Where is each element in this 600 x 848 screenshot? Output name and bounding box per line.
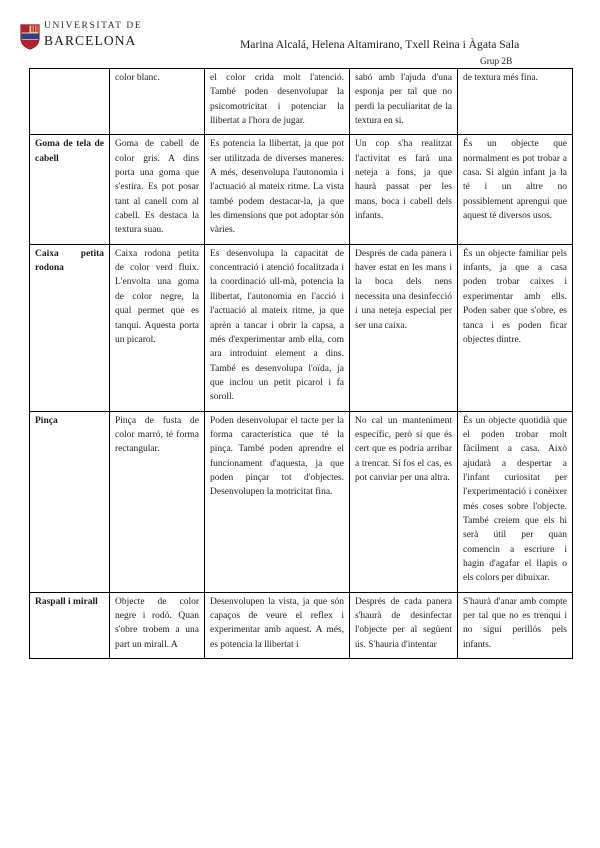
object-familiarity-cell: És un objecte familiar pels infants, ja que a casa poden trobar caixes i experimentar amb ells. Poden saber que s'obre, es tanca i es poden ficar objectes dintre. [458, 244, 573, 411]
table-row [30, 592, 573, 658]
group-label: Grup 2B [480, 57, 513, 67]
object-hygiene-cell: Un cop s'ha realitzat l'activitat es farà una neteja a fons, ja que haurà passat per les mans, boca i cabell dels infants. [350, 135, 458, 244]
authors-header: Marina Alcalá, Helena Altamirano, Txell Reina i Àgata Sala [240, 38, 520, 51]
object-hygiene-cell: Després de cada panera s'haurà de desinfectar l'objecte per al següent ús. S'hauria d'intentar [350, 592, 458, 658]
object-familiarity-cell: S'haurà d'anar amb compte per tal que no es trenqui i no sigui perillós pels infants. [458, 592, 573, 658]
object-description-cell: Goma de cabell de color gris. A dins porta una goma que s'estira. Es pot posar tant al canell com al cabell. Es destaca la textura suau. [110, 135, 205, 244]
object-familiarity-cell: de textura més fina. [458, 69, 573, 135]
object-name-cell: Raspall i mirall [30, 592, 110, 658]
object-familiarity-cell: És un objecte que normalment es pot trobar a casa. Si algún infant ja la té i un altre no possiblement aprengui que aquest té diversos usos. [458, 135, 573, 244]
university-logo [20, 22, 142, 50]
university-shield-icon [20, 24, 40, 50]
object-hygiene-cell: Després de cada panera i haver estat en les mans i la boca dels nens necessita una desinfecció i una neteja especial per ser una caixa. [350, 244, 458, 411]
object-description-cell: Objecte de color negre i rodó. Quan s'obre trobem a una part un mirall. A [110, 592, 205, 658]
table-row [30, 244, 573, 411]
table-row [30, 69, 573, 135]
object-name-cell: Goma de tela de cabell [30, 135, 110, 244]
table-row [30, 135, 573, 244]
object-familiarity-cell: És un objecte quotidià que el poden trobar molt fàcilment a casa. Això ajudarà a despertar a l'infant curiositat per l'experimentació i conèixer més coses sobre l'objecte. També creiem que els hi serà útil per quan comencin a escriure i hagin d'agafar el llapis o els colors per dibuixar. [458, 411, 573, 592]
university-name-line1: UNIVERSITAT DE [44, 21, 143, 31]
object-hygiene-cell: No cal un manteniment específic, però sí que és cert que es podria arribar a trencar. Si fos el cas, es pot canviar per una altra. [350, 411, 458, 592]
object-development-cell: el color crida molt l'atenció. També poden desenvolupar la psicomotricitat i potenciar la llibertat a l'hora de jugar. [205, 69, 350, 135]
object-development-cell: Poden desenvolupar el tacte per la forma característica que té la pinça. També poden aprendre el funcionament d'aquesta, ja que poden pinçar tot d'objectes. Desenvolupen la motricitat fina. [205, 411, 350, 592]
objects-table [29, 68, 573, 659]
object-name-cell [30, 69, 110, 135]
object-name-cell: Pinça [30, 411, 110, 592]
table-row [30, 411, 573, 592]
object-development-cell: Es potencia la llibertat, ja que pot ser utilitzada de diverses maneres. A més, desenvolupa l'autonomia i l'actuació al mateix ritme. La vista també podem destacar-la, ja que les dimensions que pot adoptar són vàries. [205, 135, 350, 244]
university-name-line2: BARCELONA [44, 32, 137, 48]
object-description-cell: color blanc. [110, 69, 205, 135]
object-description-cell: Caixa rodona petita de color verd fluix. L'envolta una goma de color negre, la qual permet que es tanqui. Aquesta porta un picarol. [110, 244, 205, 411]
object-development-cell: Es desenvolupa la capacitat de concentració i atenció focalitzada i la coordinació ull-mà, potencia la llibertat, l'autonomia en l'acció i l'actuació al mateix ritme, ja que aprèn a tancar i obrir la capsa, a més d'experimentar amb ella, com ara introduint element a dins. També es desenvolupa l'oïda, ja que inclou un petit picarol i fa soroll. [205, 244, 350, 411]
object-name-cell: Caixa petita rodona [30, 244, 110, 411]
object-development-cell: Desenvolupen la vista, ja que són capaços de veure el reflex i experimentar amb aquest. A més, es potencia la llibertat i [205, 592, 350, 658]
object-hygiene-cell: sabó amb l'ajuda d'una esponja per tal que no perdi la peculiaritat de la textura en si. [350, 69, 458, 135]
object-description-cell: Pinça de fusta de color marró, té forma rectangular. [110, 411, 205, 592]
